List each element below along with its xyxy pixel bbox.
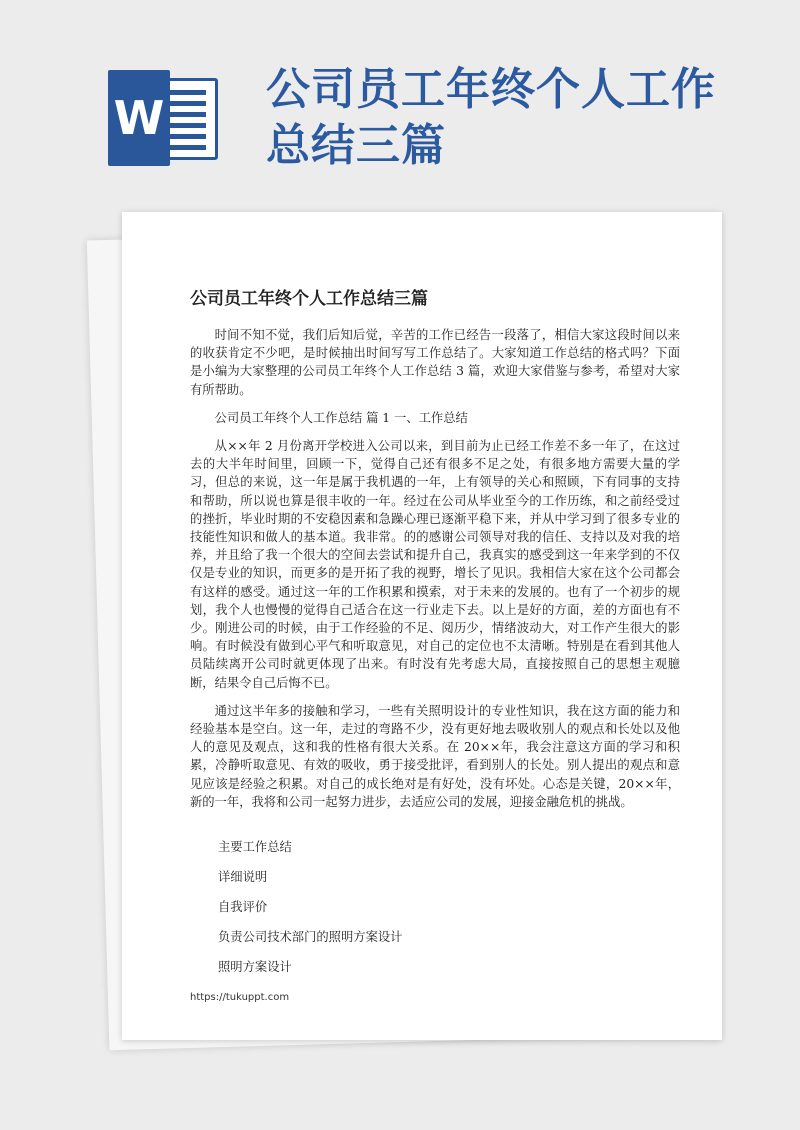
body-paragraph: 从××年 2 月份离开学校进入公司以来，到目前为止已经工作差不多一年了，在这过去的大半年时间里，回顾一下，觉得自己还有很多不足之处，有很多地方需要大量的学习，但总的来说，这一年是属于我机遇的一年，上有领导的关心和照顾，下有同事的支持和帮助，所以说也算是很丰收的一年。经过在公司从毕业至今的工作历练，和之前经受过的挫折，毕业时期的不安稳因素和急躁心理已逐渐平稳下来，并从中学习到了很多专业的技能性知识和做人的基本道。我非常。的的感谢公司领导对我的信任、支持以及对我的培养，并且给了我一个很大的空间去尝试和提升自己，我真实的感受到这一年来学到的不仅仅是专业的知识，而更多的是开拓了我的视野，增长了见识。我相信大家在这个公司都会有这样的感受。通过这一年的工作积累和摸索，对于未来的发展的。也有了一个初步的规划，我个人也慢慢的觉得自己适合在这一行业走下去。以上是好的方面，差的方面也有不少。刚进公司的时候，由于工作经验的不足、阅历少，情绪波动大，对工作产生很大的影响。有时候没有做到心平气和听取意见，对自己的定位也不太清晰。特别是在看到其他人员陆续离开公司时就更体现了出来。有时没有先考虑大局，直接按照自己的思想主观臆断，结果令自己后悔不已。	[190, 439, 680, 690]
header-title: 公司员工年终个人工作总结三篇	[266, 64, 716, 171]
body-paragraph: 通过这半年多的接触和学习，一些有关照明设计的专业性知识，我在这方面的能力和经验基本是空白。这一年，走过的弯路不少，没有更好地去吸收别人的观点和长处以及他人的意见及观点，这和我的性格有很大关系。在 20××年，我会注意这方面的学习和积累，冷静听取意见、有效的吸收，勇于接受批评，看到别人的长处。别人提出的观点和意见应该是经验之积累。对自己的成长绝对是有好处，没有坏处。心态是关键，20××年，新的一年，我将和公司一起努力进步，去适应公司的发展，迎接金融危机的挑战。	[190, 703, 680, 809]
list-item: 主要工作总结	[218, 840, 292, 854]
list-item: 自我评价	[218, 900, 268, 914]
word-letter-badge: W	[108, 70, 170, 166]
list-item: 详细说明	[218, 870, 268, 884]
document-title: 公司员工年终个人工作总结三篇	[190, 289, 428, 309]
footer-url: https://tukuppt.com	[190, 992, 290, 1003]
document-body	[190, 326, 680, 821]
document-page	[122, 212, 722, 1040]
list-item: 负责公司技术部门的照明方案设计	[218, 930, 403, 944]
word-document-icon	[108, 70, 218, 165]
header-banner	[0, 0, 800, 210]
summary-list	[218, 838, 402, 988]
intro-paragraph: 时间不知不觉，我们后知后觉，辛苦的工作已经告一段落了，相信大家这段时间以来的收获肯定不少吧，是时候抽出时间写写工作总结了。大家知道工作总结的格式吗？下面是小编为大家整理的公司员工年终个人工作总结 3 篇，欢迎大家借鉴与参考，希望对大家有所帮助。	[190, 328, 680, 397]
list-item: 照明方案设计	[218, 960, 292, 974]
section-heading: 公司员工年终个人工作总结 篇 1 一、工作总结	[214, 410, 468, 425]
